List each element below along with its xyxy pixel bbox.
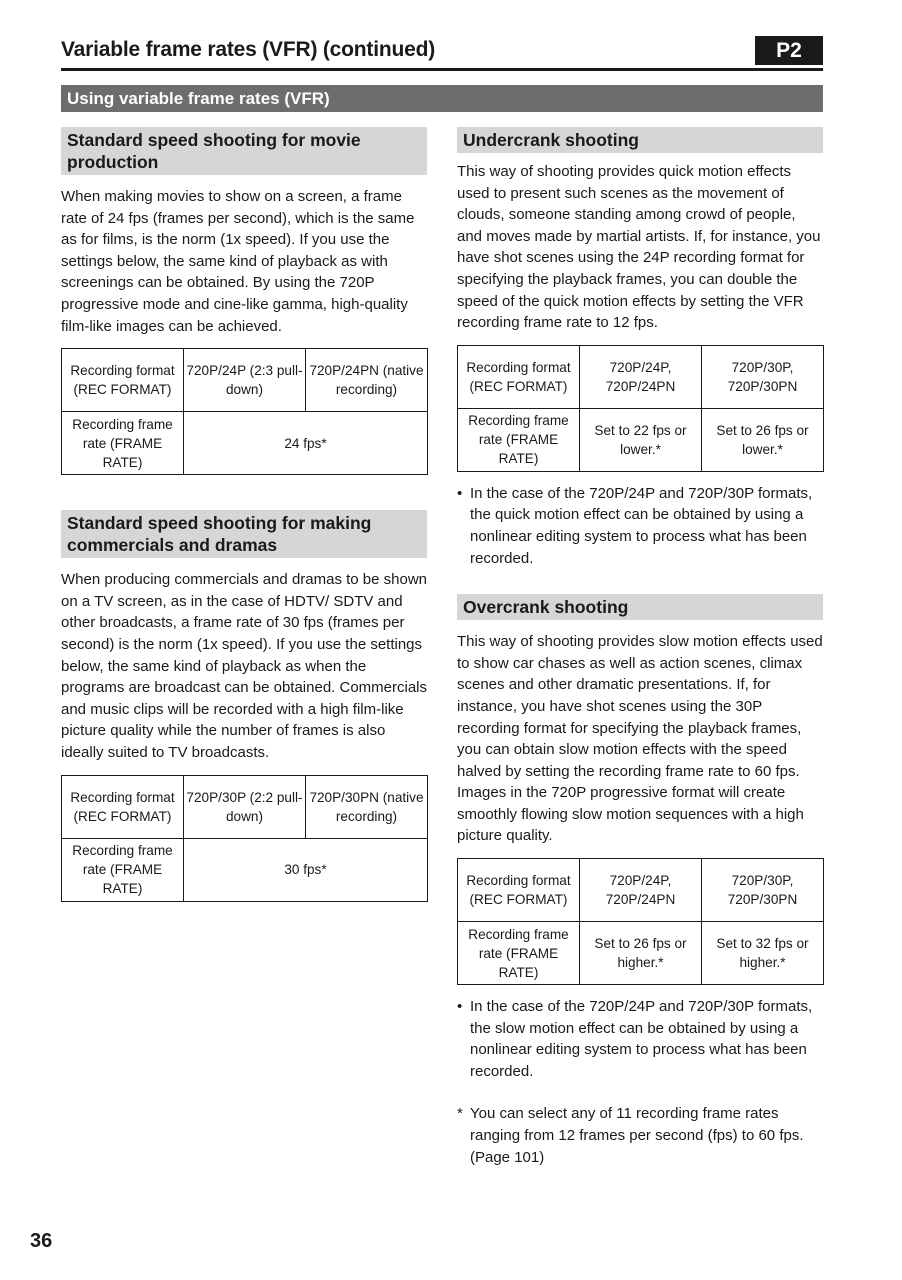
table-row (62, 838, 428, 901)
format-cell: 720P/24P (2:3 pull-down) (184, 349, 306, 412)
note-text: In the case of the 720P/24P and 720P/30P formats, the quick motion effect can be obtained by using a nonlinear editing system to process what has been recorded. (470, 484, 813, 567)
commercials-settings-table (61, 775, 428, 902)
commercials-text: When producing commercials and dramas to be shown on a TV screen, as in the case of HDTV/ SDTV and other broadcasts, a frame rate of 30 fps (frames per second) is the norm (1x speed). If you use the settings below, the same kind of playback as when the programs are broadcast can be obtained. Commercials and music clips will be recorded with a high film-like picture quality while the number of frames is also ideally suited to TV broadcasts. (61, 571, 428, 761)
page-number: 36 (30, 1230, 53, 1252)
overcrank-text: This way of shooting provides slow motion effects used to show car chases as well as action scenes, climax scenes and other dramatic presentations. If, for instance, you have shot scenes using the 30P recording format for specifying the playback frames, you can obtain slow motion effects with the speed halved by setting the recording frame rate to 60 fps. Images in the 720P progressive format will create smoothly flowing slow motion sequences with a high picture quality. (457, 633, 823, 845)
rate-cell: 30 fps* (184, 838, 428, 901)
format-cell: 720P/30P, 720P/30PN (702, 345, 824, 408)
note-text: In the case of the 720P/24P and 720P/30P formats, the slow motion effect can be obtained by using a nonlinear editing system to process what has been recorded. (470, 998, 813, 1080)
table-row (458, 859, 824, 922)
movie-production-heading: Standard speed shooting for movie production (61, 127, 427, 175)
movie-production-text: When making movies to show on a screen, a frame rate of 24 fps (frames per second), which is the same as for films, is the norm (1x speed). If you use the settings below, the same kind of playback as with screenings can be obtained. By using the 720P progressive mode and cine-like gamma, high-quality film-like images can be achieved. (61, 188, 415, 335)
format-cell: 720P/24P, 720P/24PN (580, 859, 702, 922)
asterisk-mark: * (457, 1105, 463, 1123)
format-label-cell: Recording format (REC FORMAT) (62, 349, 184, 412)
format-label-cell: Recording format (REC FORMAT) (458, 859, 580, 922)
section-title-bar: Using variable frame rates (VFR) (61, 85, 823, 112)
format-cell: 720P/24P, 720P/24PN (580, 345, 702, 408)
undercrank-settings-table (457, 345, 824, 472)
overcrank-settings-table (457, 858, 824, 985)
table-row (458, 345, 824, 408)
rate-label-cell: Recording frame rate (FRAME RATE) (458, 922, 580, 985)
rate-label-cell: Recording frame rate (FRAME RATE) (62, 412, 184, 475)
table-row (458, 408, 824, 471)
bullet-mark: • (457, 484, 463, 502)
table-row (62, 349, 428, 412)
format-cell: 720P/24PN (native recording) (306, 349, 428, 412)
table-row (62, 412, 428, 475)
right-column (457, 127, 823, 1168)
table-row (62, 775, 428, 838)
rate-label-cell: Recording frame rate (FRAME RATE) (458, 408, 580, 471)
table-row (458, 922, 824, 985)
page-title: Variable frame rates (VFR) (continued) (61, 38, 435, 61)
undercrank-text: This way of shooting provides quick motion effects used to present such scenes as the movement of clouds, someone standing among crowd of people, and moves made by martial artists. If, for instance, you have shot scenes using the 24P recording format for specifying the playback frames, you can double the speed of the quick motion effects by setting the VFR recording frame rate to 12 fps. (457, 163, 821, 332)
movie-settings-table (61, 348, 428, 475)
format-label-cell: Recording format (REC FORMAT) (458, 345, 580, 408)
format-cell: 720P/30P (2:2 pull-down) (184, 775, 306, 838)
rate-cell: 24 fps* (184, 412, 428, 475)
footnote-text: You can select any of 11 recording frame rates ranging from 12 frames per second (fps) to 60 fps. (Page 101) (470, 1105, 804, 1166)
rate-cell: Set to 22 fps or lower.* (580, 408, 702, 471)
overcrank-heading: Overcrank shooting (457, 594, 823, 620)
rate-label-cell: Recording frame rate (FRAME RATE) (62, 838, 184, 901)
commercials-heading: Standard speed shooting for making commercials and dramas (61, 510, 427, 558)
p2-badge: P2 (755, 36, 823, 65)
format-label-cell: Recording format (REC FORMAT) (62, 775, 184, 838)
undercrank-heading: Undercrank shooting (457, 127, 823, 153)
rate-cell: Set to 26 fps or higher.* (580, 922, 702, 985)
left-column (61, 127, 427, 902)
rate-cell: Set to 26 fps or lower.* (702, 408, 824, 471)
bullet-mark: • (457, 998, 463, 1016)
overcrank-note (457, 996, 823, 1082)
page-header (61, 36, 823, 71)
footnote (457, 1103, 823, 1168)
format-cell: 720P/30P, 720P/30PN (702, 859, 824, 922)
format-cell: 720P/30PN (native recording) (306, 775, 428, 838)
undercrank-note (457, 483, 823, 569)
rate-cell: Set to 32 fps or higher.* (702, 922, 824, 985)
